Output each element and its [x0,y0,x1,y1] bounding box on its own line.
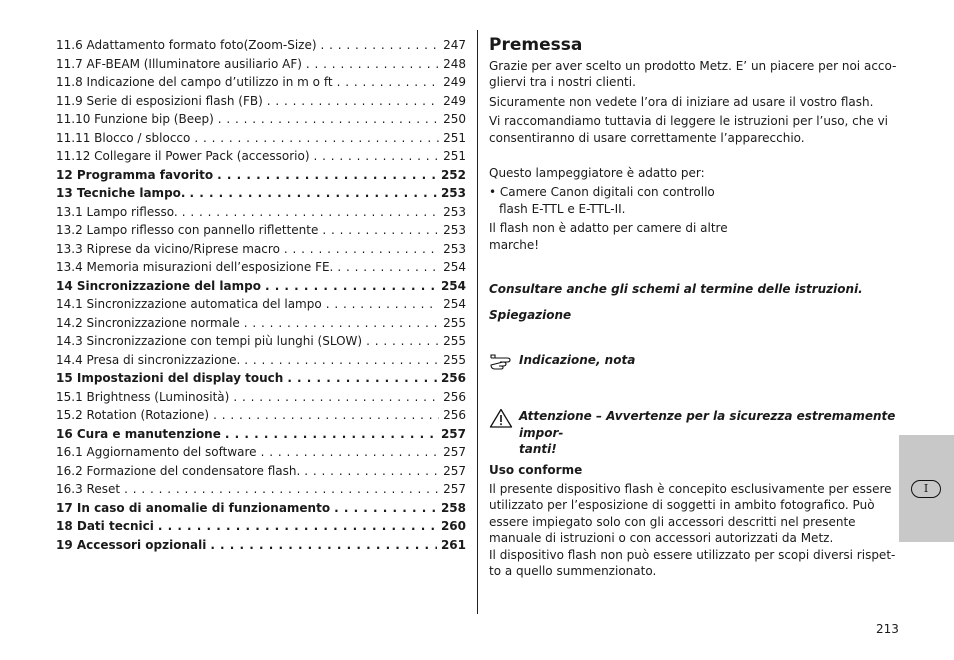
intended-use-line: essere impiegato solo con gli accessori descritti nel presente [489,514,856,529]
toc-entry-title: 14.2 Sincronizzazione normale [56,315,240,330]
toc-entry-title: 17 In caso di anomalie di funzionamento [56,500,331,515]
toc-entry [56,55,466,74]
toc-entry [56,258,466,277]
column-divider [477,30,478,614]
toc-dot-leader [217,166,437,185]
toc-entry [56,36,466,55]
toc-entry [56,351,466,370]
toc-entry-page: 257 [443,482,466,496]
intended-use-line: to a quello summenzionato. [489,563,657,578]
suitability-line: Questo lampeggiatore è adatto per: [489,166,705,181]
toc-entry-title: 13.4 Memoria misurazioni dell’esposizione FE. [56,260,334,274]
toc-dot-leader [194,129,439,148]
toc-entry-title: 11.10 Funzione bip (Beep) [56,112,214,126]
toc-entry-page: 254 [440,278,466,293]
toc-entry-page: 255 [443,352,466,367]
toc-entry-page: 258 [440,500,466,515]
toc-entry-title: 13.3 Riprese da vicino/Riprese macro [56,241,280,256]
language-badge: I [911,480,941,498]
section-title: Premessa [489,35,583,55]
toc-dot-leader [244,314,439,333]
toc-dot-leader [124,480,439,499]
warning-legend [489,408,899,457]
toc-dot-leader [337,258,439,277]
toc-entry [56,184,466,203]
toc-dot-leader [337,73,440,92]
toc-entry-page: 251 [443,149,466,163]
toc-entry-page: 257 [443,463,466,478]
toc-entry-page: 253 [443,241,466,256]
toc-entry-title: 14.4 Presa di sincronizzazione. [56,352,241,367]
toc-entry [56,166,466,185]
intended-use-heading: Uso conforme [489,462,583,477]
toc-entry-page: 252 [440,167,466,182]
hint-legend [489,352,899,374]
toc-entry [56,332,466,351]
toc-entry-page: 255 [443,315,466,330]
toc-entry-title: 16 Cura e manutenzione [56,426,221,441]
intro-line: Sicuramente non vedete l’ora di iniziare ad usare il vostro flash. [489,94,874,109]
toc-entry [56,406,466,425]
suitability-line: marche! [489,237,540,252]
toc-entry-page: 253 [443,223,466,237]
toc-entry-page: 251 [443,130,466,145]
toc-entry-page: 250 [443,112,466,126]
toc-entry-title: 13.1 Lampo riflesso. [56,204,178,219]
toc-entry-title: 11.7 AF-BEAM (Illuminatore ausiliario AF) [56,56,302,71]
toc-dot-leader [366,332,439,351]
suitability-line: flash E-TTL e E-TTL-II. [499,201,626,216]
toc-entry-title: 16.3 Reset [56,482,121,496]
schemes-note: Consultare anche gli schemi al termine delle istruzioni. [489,282,863,297]
toc-dot-leader [210,536,437,555]
toc-dot-leader [218,110,439,129]
intro-line: consentiranno di usare correttamente l’apparecchio. [489,130,805,145]
toc-dot-leader [213,406,439,425]
pointing-hand-icon [489,352,519,374]
toc-entry-title: 11.6 Adattamento formato foto(Zoom-Size) [56,38,317,52]
toc-dot-leader [261,443,440,462]
toc-entry [56,462,466,481]
toc-entry-title: 15.1 Brightness (Luminosità) [56,389,230,404]
toc-dot-leader [287,369,437,388]
toc-entry [56,110,466,129]
toc-entry-title: 14.1 Sincronizzazione automatica del lampo [56,297,322,311]
toc-entry-page: 254 [443,297,466,311]
toc-entry [56,92,466,111]
intro-line: gliervi tra i nostri clienti. [489,75,636,90]
toc-entry-page: 256 [443,389,466,404]
toc-dot-leader [306,55,439,74]
table-of-contents [56,36,466,554]
preface-section [489,34,899,579]
toc-dot-leader [265,277,437,296]
toc-dot-leader [284,240,439,259]
toc-dot-leader [182,203,439,222]
intended-use-line: Il dispositivo flash non può essere utilizzato per scopi diversi rispet- [489,547,896,562]
toc-dot-leader [321,36,440,55]
toc-dot-leader [189,184,436,203]
page-number: 213 [876,622,899,636]
toc-dot-leader [244,351,439,370]
intended-use-line: manuale di istruzioni o con accessori autorizzati da Metz. [489,531,834,546]
toc-entry [56,147,466,166]
toc-entry-title: 11.11 Blocco / sblocco [56,130,191,145]
suitability-line: Il flash non è adatto per camere di altre [489,221,728,236]
toc-entry-page: 255 [443,334,466,348]
toc-dot-leader [225,425,437,444]
toc-entry [56,499,466,518]
toc-entry [56,536,466,555]
toc-entry [56,425,466,444]
toc-dot-leader [314,147,440,166]
toc-entry [56,314,466,333]
hint-label: Indicazione, nota [519,352,636,367]
toc-entry-title: 16.1 Aggiornamento del software [56,445,257,459]
toc-dot-leader [322,221,439,240]
toc-entry-page: 257 [440,426,466,441]
toc-entry-title: 11.8 Indicazione del campo d’utilizzo in m o ft [56,75,333,89]
toc-entry-page: 253 [440,186,466,200]
toc-entry [56,443,466,462]
explanation-heading: Spiegazione [489,308,572,323]
toc-entry-title: 14 Sincronizzazione del lampo [56,278,261,293]
toc-entry-title: 11.9 Serie di esposizioni flash (FB) [56,93,263,108]
intended-use-line: utilizzato per l’esposizione di soggetti in ambito fotografico. Può [489,498,875,513]
toc-entry [56,369,466,388]
warning-text: tanti! [519,442,557,457]
toc-entry-page: 261 [440,537,466,552]
toc-entry-page: 248 [443,56,466,71]
toc-entry-page: 256 [443,408,466,422]
toc-entry [56,388,466,407]
toc-entry-page: 253 [443,204,466,219]
warning-text: Attenzione – Avvertenze per la sicurezza estremamente impor- [519,409,896,440]
language-tab [899,435,954,542]
toc-entry [56,240,466,259]
toc-dot-leader [304,462,439,481]
toc-entry-page: 254 [443,260,466,274]
toc-entry [56,73,466,92]
toc-entry-page: 247 [443,38,466,52]
toc-dot-leader [267,92,439,111]
warning-triangle-icon [489,408,519,432]
toc-dot-leader [326,295,439,314]
toc-entry-title: 12 Programma favorito [56,167,214,182]
toc-dot-leader [334,499,437,518]
toc-entry [56,129,466,148]
intended-use-line: Il presente dispositivo flash è concepito esclusivamente per essere [489,481,892,496]
toc-entry-title: 16.2 Formazione del condensatore flash. [56,463,301,478]
toc-entry-title: 13 Tecniche lampo. [56,186,186,200]
toc-entry-page: 257 [443,445,466,459]
toc-entry-title: 18 Dati tecnici [56,519,154,533]
toc-entry-title: 15 Impostazioni del display touch [56,371,284,385]
toc-entry-page: 256 [440,371,466,385]
toc-entry [56,203,466,222]
toc-entry [56,221,466,240]
toc-dot-leader [158,517,437,536]
toc-dot-leader [233,388,439,407]
suitability-bullet: • Camere Canon digitali con controllo [489,185,715,200]
toc-entry-title: 15.2 Rotation (Rotazione) [56,408,210,422]
toc-entry-title: 11.12 Collegare il Power Pack (accessorio) [56,149,310,163]
intro-line: Vi raccomandiamo tuttavia di leggere le istruzioni per l’uso, che vi [489,114,889,129]
toc-entry [56,517,466,536]
toc-entry-title: 19 Accessori opzionali [56,537,207,552]
toc-entry [56,277,466,296]
toc-entry-page: 260 [440,519,466,533]
intro-line: Grazie per aver scelto un prodotto Metz. E’ un piacere per noi acco- [489,59,897,73]
toc-entry-title: 13.2 Lampo riflesso con pannello riflettente [56,223,319,237]
toc-entry-title: 14.3 Sincronizzazione con tempi più lunghi (SLOW) [56,334,363,348]
toc-entry [56,295,466,314]
toc-entry-page: 249 [443,75,466,89]
toc-entry-page: 249 [443,93,466,108]
toc-entry [56,480,466,499]
